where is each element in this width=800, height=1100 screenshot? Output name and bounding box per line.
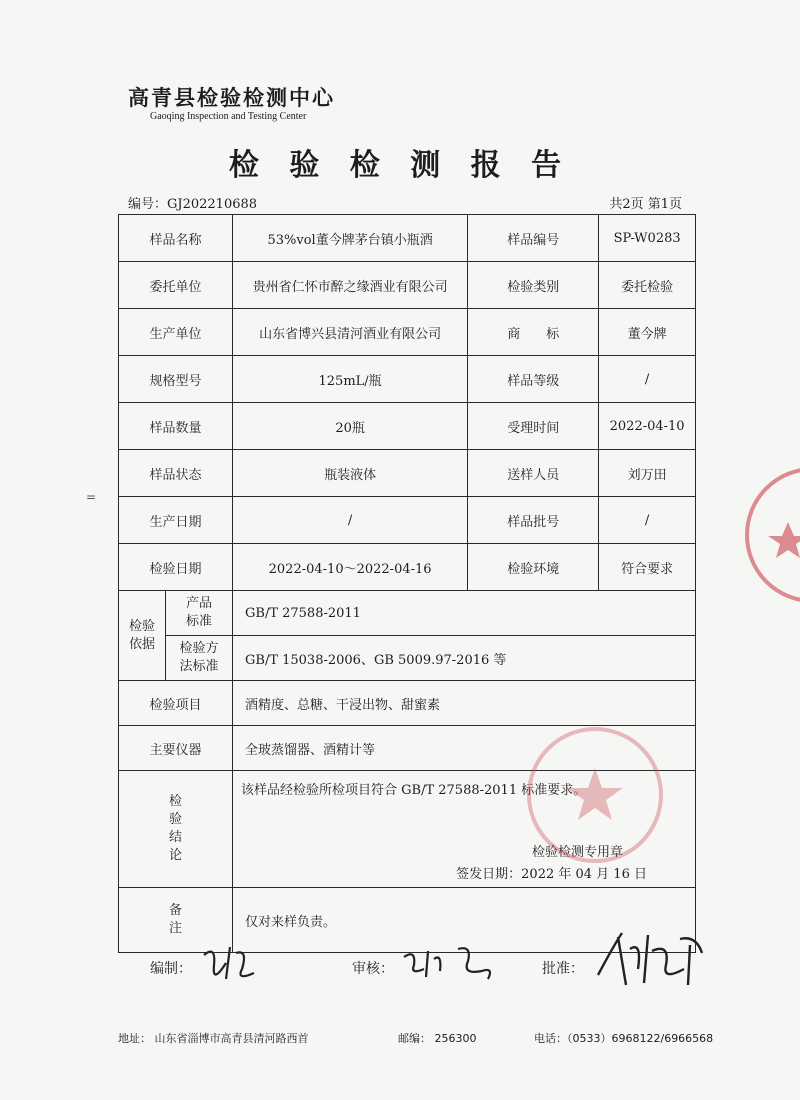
report-number: 编号：GJ202210688 bbox=[128, 197, 258, 212]
test-type-label: 检验类别 bbox=[468, 262, 599, 309]
footer-postcode: 邮编： 256300 bbox=[398, 1032, 477, 1045]
grade-label: 样品等级 bbox=[468, 356, 599, 403]
sender-value: 刘万田 bbox=[599, 450, 696, 497]
partial-stamp bbox=[738, 460, 800, 610]
page-info: 共2页 第1页 bbox=[609, 197, 682, 212]
test-type-value: 委托检验 bbox=[599, 262, 696, 309]
batch-value: / bbox=[599, 497, 696, 544]
items-label: 检验项目 bbox=[119, 681, 233, 726]
conclusion-label-cell bbox=[119, 771, 233, 888]
producer-value: 山东省博兴县清河酒业有限公司 bbox=[233, 309, 468, 356]
environment-label: 检验环境 bbox=[468, 544, 599, 591]
test-date-label: 检验日期 bbox=[119, 544, 233, 591]
batch-label: 样品批号 bbox=[468, 497, 599, 544]
remarks-label: 备注 bbox=[168, 903, 182, 936]
table-row bbox=[119, 356, 696, 403]
footer-address: 地址： 山东省淄博市高青县清河路西首 bbox=[118, 1032, 309, 1045]
client-value: 贵州省仁怀市醉之缘酒业有限公司 bbox=[233, 262, 468, 309]
quantity-value: 20瓶 bbox=[233, 403, 468, 450]
table-row bbox=[119, 544, 696, 591]
table-row bbox=[119, 403, 696, 450]
received-label: 受理时间 bbox=[468, 403, 599, 450]
instruments-value: 全玻蒸馏器、酒精计等 bbox=[233, 726, 696, 771]
method-standard-label: 检验方法标准 bbox=[179, 641, 219, 674]
quantity-label: 样品数量 bbox=[119, 403, 233, 450]
table-row bbox=[119, 215, 696, 262]
brand-label: 商 标 bbox=[468, 309, 599, 356]
reviewer-signature bbox=[398, 935, 508, 985]
method-standard-label-cell bbox=[166, 636, 233, 681]
test-date-value: 2022-04-10～2022-04-16 bbox=[233, 544, 468, 591]
sample-no-label: 样品编号 bbox=[468, 215, 599, 262]
environment-value: 符合要求 bbox=[599, 544, 696, 591]
product-standard-label: 产品标准 bbox=[185, 596, 212, 629]
footer-phone: 电话：（0533）6968122/6966568 bbox=[534, 1032, 714, 1045]
items-value: 酒精度、总糖、干浸出物、甜蜜素 bbox=[233, 681, 696, 726]
product-standard-value: GB/T 27588-2011 bbox=[233, 591, 696, 636]
official-stamp bbox=[520, 720, 670, 870]
brand-value: 董今牌 bbox=[599, 309, 696, 356]
method-standard-value: GB/T 15038-2006、GB 5009.97-2016 等 bbox=[233, 636, 696, 681]
table-row bbox=[119, 309, 696, 356]
report-title: 检 验 检 测 报 告 bbox=[228, 148, 572, 183]
spec-value: 125mL/瓶 bbox=[233, 356, 468, 403]
conclusion-label: 检验结论 bbox=[168, 794, 182, 863]
organization-name-english: Gaoqing Inspection and Testing Center bbox=[150, 111, 307, 122]
approver-label: 批准： bbox=[542, 961, 584, 977]
basis-label: 检验依据 bbox=[128, 618, 155, 652]
client-label: 委托单位 bbox=[119, 262, 233, 309]
reviewer-label: 审核： bbox=[352, 961, 394, 977]
table-row bbox=[119, 497, 696, 544]
issue-date: 签发日期：2022 年 04 月 16 日 bbox=[456, 867, 647, 882]
approver-signature bbox=[592, 925, 722, 995]
state-label: 样品状态 bbox=[119, 450, 233, 497]
side-mark: = bbox=[86, 490, 97, 504]
sender-label: 送样人员 bbox=[468, 450, 599, 497]
organization-name: 高青县检验检测中心 bbox=[128, 85, 335, 110]
table-row bbox=[119, 262, 696, 309]
spec-label: 规格型号 bbox=[119, 356, 233, 403]
sample-name-value: 53%vol董今牌茅台镇小瓶酒 bbox=[233, 215, 468, 262]
instruments-label: 主要仪器 bbox=[119, 726, 233, 771]
sample-no-value: SP-W0283 bbox=[599, 215, 696, 262]
editor-signature bbox=[196, 935, 266, 985]
production-date-value: / bbox=[233, 497, 468, 544]
sample-name-label: 样品名称 bbox=[119, 215, 233, 262]
product-standard-label-cell bbox=[166, 591, 233, 636]
grade-value: / bbox=[599, 356, 696, 403]
production-date-label: 生产日期 bbox=[119, 497, 233, 544]
state-value: 瓶装液体 bbox=[233, 450, 468, 497]
remarks-value: 仅对来样负责。 bbox=[233, 888, 696, 953]
table-row bbox=[119, 636, 696, 681]
producer-label: 生产单位 bbox=[119, 309, 233, 356]
table-row bbox=[119, 591, 696, 636]
conclusion-text: 该样品经检验所检项目符合 GB/T 27588-2011 标准要求。 bbox=[241, 783, 587, 798]
seal-caption: 检验检测专用章 bbox=[531, 845, 623, 860]
editor-label: 编制： bbox=[150, 961, 192, 977]
basis-label-cell bbox=[119, 591, 166, 681]
table-row bbox=[119, 681, 696, 726]
table-row bbox=[119, 450, 696, 497]
received-value: 2022-04-10 bbox=[599, 403, 696, 450]
